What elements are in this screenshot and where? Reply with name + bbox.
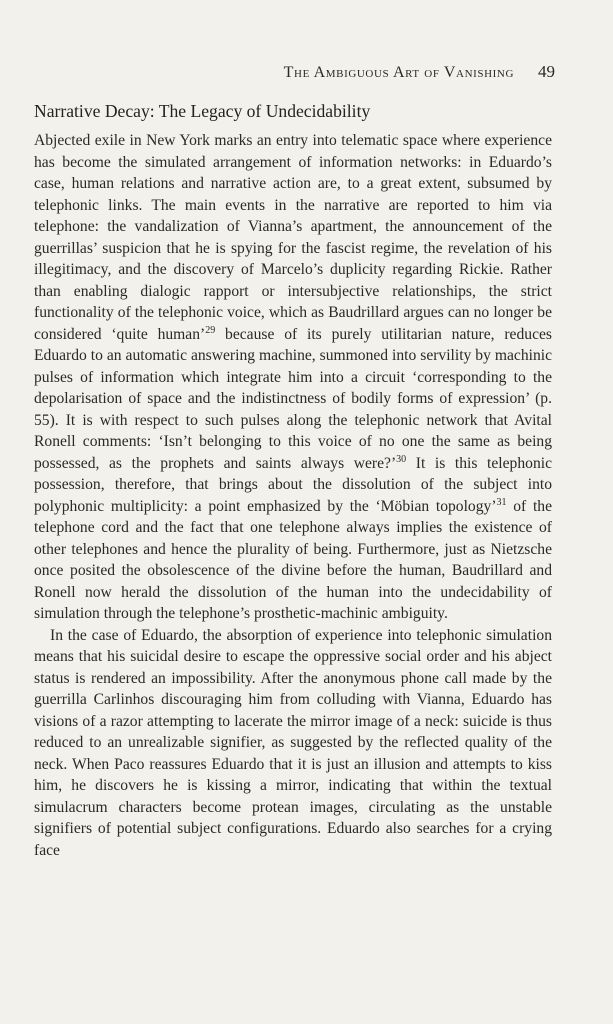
- text-segment: Abjected exile in New York marks an entry into telematic space where experience has become the simulated arrangement of information networks: in Eduardo’s case, human relations and narrative action are, to a great extent, subsumed by telephonic links. The main events in the narrative are reported to him via telephone: the vandalization of Vianna’s apartment, the announcement of the guerrillas’ suspicion that he is spying for the fascist regime, the revelation of his illegitimacy, and the discovery of Marcelo’s duplicity regarding Rickie. Rather than enabling dialogic rapport or intersubjective relationships, the strict functionality of the telephonic voice, which as Baudrillard argues can no longer be considered ‘quite human’: [34, 132, 552, 343]
- text-segment: It is this telephonic possession, therefore, that brings about the dissolution of the subject into polyphonic multiplicity: a point emphasized by the ‘Möbian topology’: [34, 454, 552, 515]
- paragraph-1: [34, 130, 552, 625]
- text-segment: In the case of Eduardo, the absorption of experience into telephonic simulation means that his suicidal desire to escape the oppressive social order and his abject status is rendered an impossibility. After the anonymous phone call made by the guerrilla Carlinhos discouraging him from colluding with Vianna, Eduardo has visions of a razor attempting to lacerate the mirror image of a neck: suicide is thus reduced to an unrealizable signifier, as suggested by the reflected quality of the neck. When Paco reassures Eduardo that it is just an illusion and attempts to kiss him, he discovers he is kissing a mirror, indicating that within the textual simulacrum characters become protean images, circulating as the unstable signifiers of potential subject configurations. Eduardo also searches for a crying face: [34, 626, 552, 859]
- section-heading: Narrative Decay: The Legacy of Undecidability: [34, 101, 371, 121]
- footnote-ref-31[interactable]: 31: [496, 496, 507, 508]
- page-number: 49: [538, 62, 555, 81]
- running-title: The Ambiguous Art of Vanishing: [283, 64, 514, 81]
- footnote-ref-30[interactable]: 30: [396, 453, 407, 465]
- body-text: [34, 130, 552, 861]
- text-segment: of the telephone cord and the fact that one telephone always implies the existence of other telephones and hence the plurality of being. Furthermore, just as Nietzsche once posited the obsolescence of the divine before the human, Baudrillard and Ronell now herald the dissolution of the human into the undecidability of simulation through the telephone’s prosthetic-machinic ambiguity.: [34, 497, 552, 622]
- footnote-ref-29[interactable]: 29: [205, 324, 216, 336]
- running-head: [284, 62, 555, 82]
- paragraph-2: [34, 625, 552, 862]
- text-segment: because of its purely utilitarian nature, reduces Eduardo to an automatic answering machine, summoned into servility by machinic pulses of information which integrate him into a circuit ‘corresponding to the depolarisation of space and the indistinctness of bodily forms of expression’ (p. 55). It is with respect to such pulses along the telephonic network that Avital Ronell comments: ‘Isn’t belonging to this voice of no one the same as being possessed, as the prophets and saints always were?’: [34, 325, 552, 472]
